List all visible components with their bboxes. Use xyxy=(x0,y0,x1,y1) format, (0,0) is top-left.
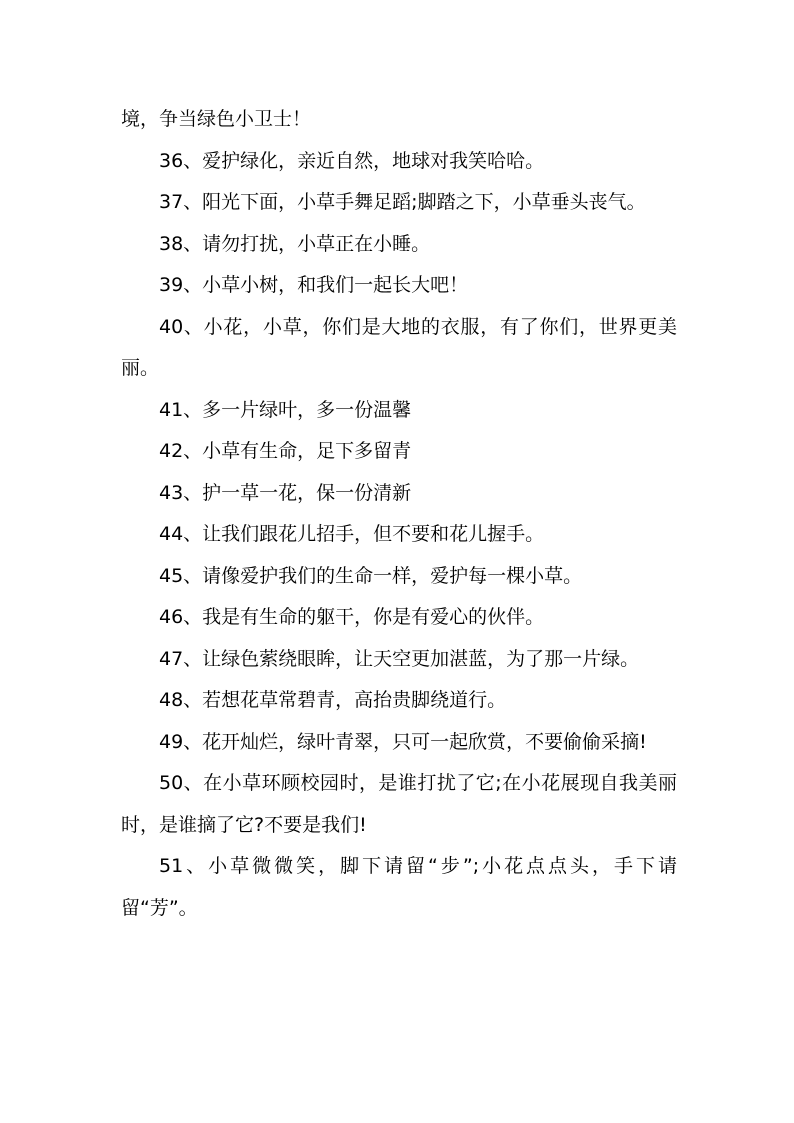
slogan-47: 47、让绿色萦绕眼眸，让天空更加湛蓝，为了那一片绿。 xyxy=(159,647,640,670)
slogan-44: 44、让我们跟花儿招手，但不要和花儿握手。 xyxy=(159,523,545,545)
slogan-45: 45、请像爱护我们的生命一样，爱护每一棵小草。 xyxy=(159,564,583,587)
slogan-38: 38、请勿打扰，小草正在小睡。 xyxy=(159,232,431,255)
slogan-41: 41、多一片绿叶，多一份温馨 xyxy=(159,398,412,421)
slogan-43: 43、护一草一花，保一份清新 xyxy=(159,481,412,504)
slogan-37: 37、阳光下面，小草手舞足蹈;脚踏之下，小草垂头丧气。 xyxy=(159,191,646,213)
document-body xyxy=(121,99,677,929)
slogan-40: 40、小花，小草，你们是大地的衣服，有了你们，世界更美丽。 xyxy=(121,315,677,379)
slogan-50: 50、在小草环顾校园时，是谁打扰了它;在小花展现自我美丽时，是谁摘了它?不要是我们! xyxy=(121,772,677,836)
slogan-49: 49、花开灿烂，绿叶青翠，只可一起欣赏，不要偷偷采摘! xyxy=(159,730,647,753)
slogan-42: 42、小草有生命，足下多留青 xyxy=(159,440,412,462)
slogan-48: 48、若想花草常碧青，高抬贵脚绕道行。 xyxy=(159,689,507,711)
slogan-39: 39、小草小树，和我们一起长大吧！ xyxy=(159,274,469,296)
slogan-46: 46、我是有生命的躯干，你是有爱心的伙伴。 xyxy=(159,606,545,628)
slogan-36: 36、爱护绿化，亲近自然，地球对我笑哈哈。 xyxy=(159,149,545,172)
paragraph-continuation: 境，争当绿色小卫士！ xyxy=(121,108,312,130)
slogan-51: 51、小草微微笑，脚下请留“步”;小花点点头，手下请留“芳”。 xyxy=(121,855,677,919)
